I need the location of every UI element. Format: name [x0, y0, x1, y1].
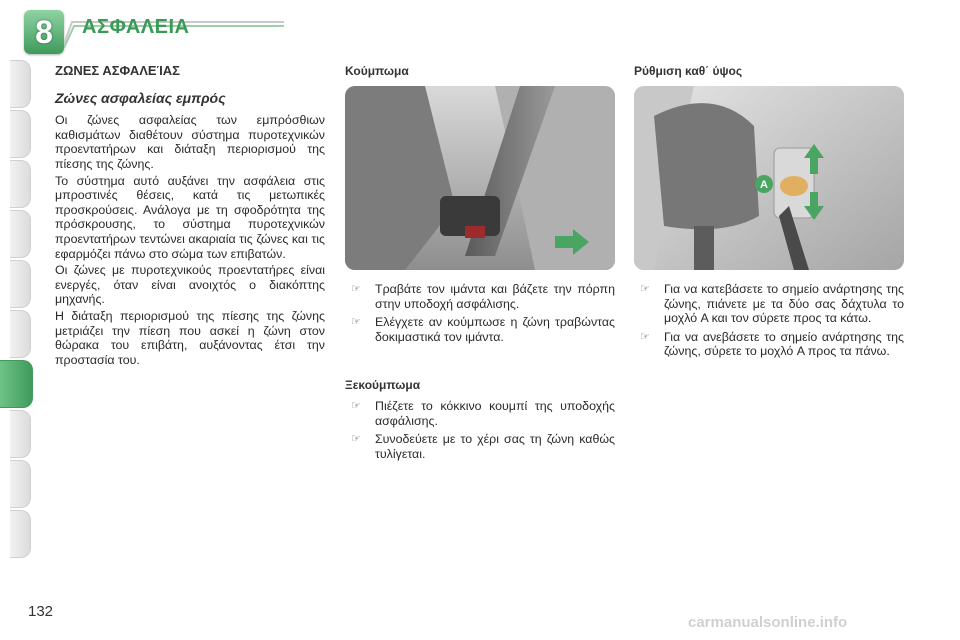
list-item: ☞ Πιέζετε το κόκκινο κουμπί της υποδοχής ασφάλισης. — [345, 399, 615, 428]
pointing-hand-icon: ☞ — [351, 433, 361, 446]
chapter-tab[interactable] — [10, 510, 31, 558]
pointing-hand-icon: ☞ — [351, 316, 361, 329]
height-adjust-heading: Ρύθμιση καθ΄ ύψος — [634, 64, 743, 78]
chapter-tab[interactable] — [10, 110, 31, 158]
seatbelt-height-photo — [634, 86, 904, 270]
unbuckling-heading: Ξεκούμπωμα — [345, 378, 421, 393]
chapter-tab[interactable] — [10, 210, 31, 258]
right-column — [634, 282, 904, 363]
list-item: ☞ Για να κατεβάσετε το σημείο ανάρτησης της ζώνης, πιάνετε με τα δύο σας δάχτυλα το μοχλό A και τον σύρετε προς τα κάτω. — [634, 282, 904, 326]
chapter-tab-strip — [0, 60, 34, 580]
section-subheading: Ζώνες ασφαλείας εμπρός — [55, 89, 226, 106]
chapter-tab[interactable] — [10, 460, 31, 508]
pointing-hand-icon: ☞ — [640, 330, 650, 343]
chapter-tab[interactable] — [10, 410, 31, 458]
chapter-title: ΑΣΦΑΛΕΙΑ — [82, 16, 190, 38]
pointing-hand-icon: ☞ — [640, 283, 650, 295]
chapter-tab[interactable] — [10, 260, 31, 308]
page-number: 132 — [28, 603, 54, 620]
watermark: carmanualsonline.info — [688, 614, 848, 631]
paragraph: Οι ζώνες με πυροτεχνικούς προεντατήρες είναι ενεργές, όταν είναι ανοιχτός ο διακόπτης μηχανής. — [55, 263, 325, 307]
paragraph: Το σύστημα αυτό αυξάνει την ασφάλεια στις μπροστινές θέσεις, κατά τις μετωπικές προσκρούσεις. Ανάλογα με τη σφοδρότητα της πρόσκρουσης, το σύστημα πυροτεχνικών προεντατήρων τεντώνει ακαριαία τις ζώνες και τις εφαρμόζει πάνω στο σώμα των επιβατών. — [55, 173, 325, 261]
seatbelt-buckle-photo — [345, 86, 615, 270]
middle-column — [345, 282, 615, 465]
list-item: ☞ Τραβάτε τον ιμάντα και βάζετε την πόρπη στην υποδοχή ασφάλισης. — [345, 282, 615, 311]
left-column — [55, 64, 325, 369]
paragraph: Η διάταξη περιορισμού της πίεσης της ζώνης μετριάζει την πίεση που ασκεί η ζώνη στον θώρακα του επιβάτη, αυξάνοντας έτσι την προστασία του. — [55, 308, 325, 367]
list-item: ☞ Για να ανεβάσετε το σημείο ανάρτησης της ζώνης, σύρετε το μοχλό A προς τα πάνω. — [634, 330, 904, 359]
list-item: ☞ Ελέγχετε αν κούμπωσε η ζώνη τραβώντας δοκιμαστικά τον ιμάντα. — [345, 315, 615, 344]
list-item: ☞ Συνοδεύετε με το χέρι σας τη ζώνη καθώς τυλίγεται. — [345, 432, 615, 461]
section-heading: ΖΩΝΕΣ ΑΣΦΑΛΕΊΑΣ — [55, 63, 180, 78]
chapter-number-badge — [24, 10, 64, 54]
chapter-tab[interactable] — [10, 60, 31, 108]
lever-label-a: A — [760, 179, 768, 191]
chapter-tab[interactable] — [10, 160, 31, 208]
chapter-tab-active[interactable] — [0, 360, 33, 408]
chapter-number: 8 — [35, 13, 53, 50]
paragraph: Οι ζώνες ασφαλείας των εμπρόσθιων καθισμάτων διαθέτουν σύστημα πυροτεχνικών προεντατήρων και διάταξη περιορισμού της πίεσης της ζώνης. — [55, 113, 325, 171]
chapter-tab[interactable] — [10, 310, 31, 358]
pointing-hand-icon: ☞ — [351, 399, 361, 412]
pointing-hand-icon: ☞ — [351, 283, 361, 295]
buckling-heading: Κούμπωμα — [345, 64, 409, 78]
